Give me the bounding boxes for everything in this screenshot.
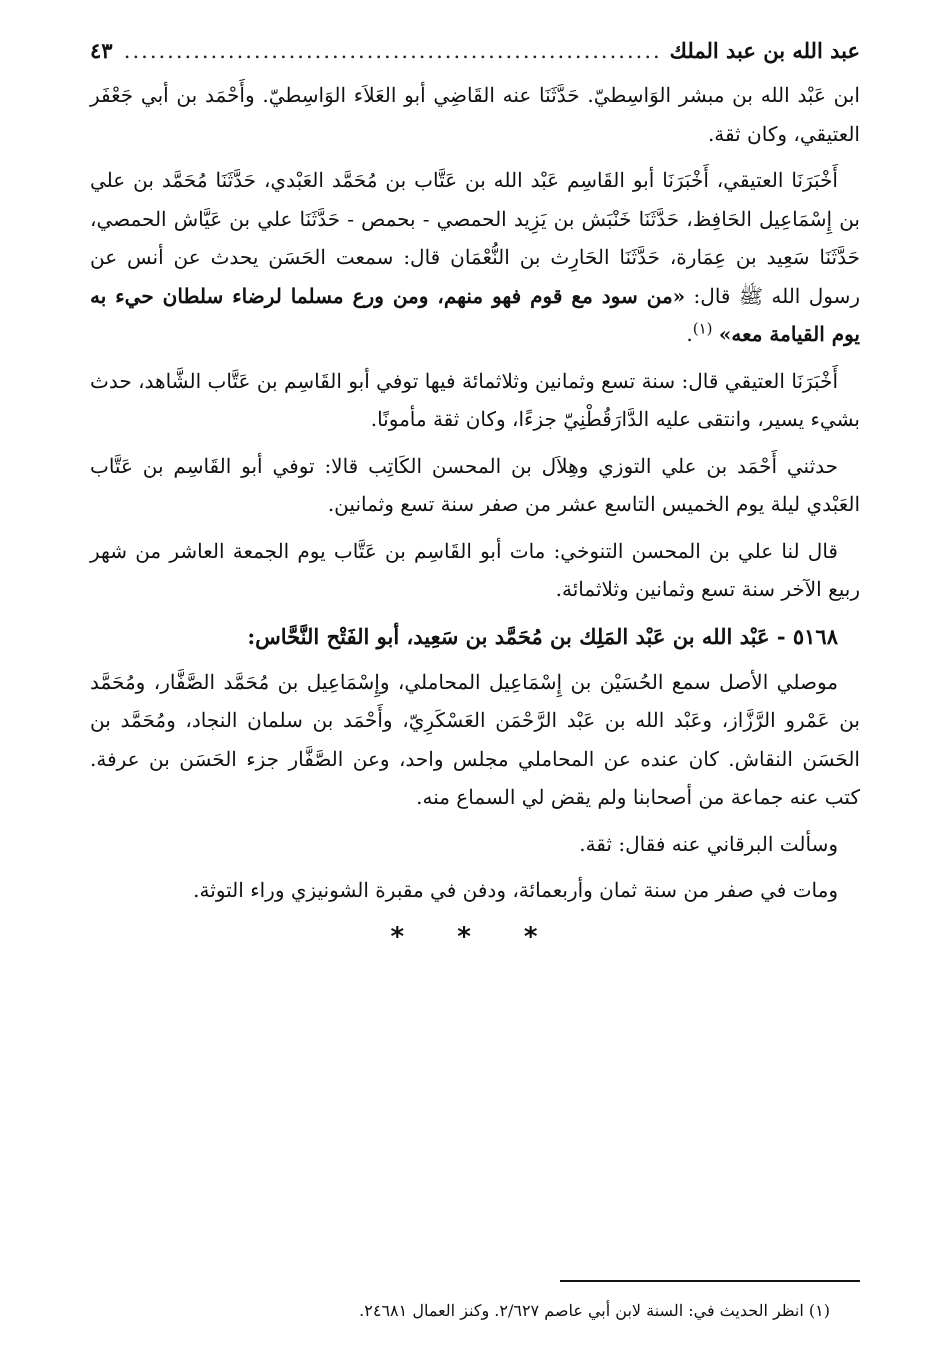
- paragraph-8: ومات في صفر من سنة ثمان وأربعمائة، ودفن في مقبرة الشونيزي وراء التوثة.: [193, 878, 838, 902]
- footnote-marker: (١): [692, 319, 713, 338]
- paragraph-7: وسألت البرقاني عنه فقال: ثقة.: [579, 831, 838, 856]
- hadith-quote: «من سود مع قوم فهو منهم، ومن ورع مسلما لرضاء سلطان حيء به يوم القيامة معه»: [90, 283, 860, 346]
- paragraph-2: [90, 161, 860, 354]
- body-text: [90, 76, 860, 956]
- footnote: (١) انظر الحديث في: السنة لابن أبي عاصم ٢/٦٢٧. وكنز العمال ٢٤٦٨١.: [359, 1301, 830, 1320]
- page-number: ٤٣: [90, 38, 113, 63]
- paragraph-2-end: .: [686, 322, 693, 346]
- paragraph-5: قال لنا علي بن المحسن التنوخي: مات أبو القَاسِم بن عَتَّاب يوم الجمعة العاشر من شهر ربيع الآخر سنة تسع وثمانين وثلاثمائة.: [90, 538, 860, 601]
- entry-heading: ٥١٦٨ - عَبْد الله بن عَبْد المَلِك بن مُحَمَّد بن سَعِيد، أبو الفَتْح النَّحَّاس:: [247, 623, 838, 649]
- hadith-chain: أَخْبَرَنَا العتيقي، أَخْبَرَنَا أبو القَاسِم عَبْد الله بن عَتَّاب بن مُحَمَّد العَبْدي، حَدَّثَنَا مُحَمَّد بن علي بن إِسْمَاعِيل الحَافِظ، حَدَّثَنَا خَنْبَش بن يَزِيد الحمصي - بحمص - حَدَّثَنَا علي بن عَيَّاش الحمصي، حَدَّثَنَا سَعِيد بن عِمَارة، حَدَّثَنَا الحَارِث بن النُّعْمَان قال: سمعت الحَسَن يحدث عن أنس عن رسول الله ﷺ قال:: [90, 168, 861, 308]
- footnote-divider: [560, 1280, 860, 1282]
- paragraph-1: ابن عَبْد الله بن مبشر الوَاسِطيّ. حَدَّثَنَا عنه القَاضِي أبو العَلاَء الوَاسِطيّ. وأَحْمَد بن أبي جَعْفَر العتيقي، وكان ثقة.: [90, 83, 860, 146]
- paragraph-6: موصلي الأصل سمع الحُسَيْن بن إِسْمَاعِيل المحاملي، وإِسْمَاعِيل بن مُحَمَّد الصَّفَّار، ومُحَمَّد بن عَمْرو الرَّزَّاز، وعَبْد الله بن عَبْد الرَّحْمَن العَسْكَرِيّ، وأَحْمَد بن سلمان النجاد، ومُحَمَّد بن الحَسَن النقاش. كان عنده عن المحاملي مجلس واحد، وعن الصَّفَّار جزء الحَسَن بن عرفة. كتب عنه جماعة من أصحابنا ولم يقض لي السماع منه.: [90, 669, 860, 809]
- running-header: [90, 30, 860, 72]
- book-page: [90, 30, 860, 1350]
- paragraph-3: أَخْبَرَنَا العتيقي قال: سنة تسع وثمانين وثلاثمائة فيها توفي أبو القَاسِم بن عَتَّاب الشَّاهد، حدث بشيء يسير، وانتقى عليه الدَّارَقُطْنِيّ جزءًا، وكان ثقة مأمونًا.: [90, 368, 860, 431]
- header-dot-leader: [121, 30, 662, 72]
- header-title: عبد الله بن عبد الملك: [669, 38, 860, 63]
- section-separator-stars: * * *: [390, 921, 560, 952]
- paragraph-4: حدثني أَحْمَد بن علي التوزي وهِلاَل بن المحسن الكَاتِب قالا: توفي أبو القَاسِم بن عَتَّاب العَبْدي ليلة يوم الخميس التاسع عشر من صفر سنة تسع وثمانين.: [90, 453, 860, 516]
